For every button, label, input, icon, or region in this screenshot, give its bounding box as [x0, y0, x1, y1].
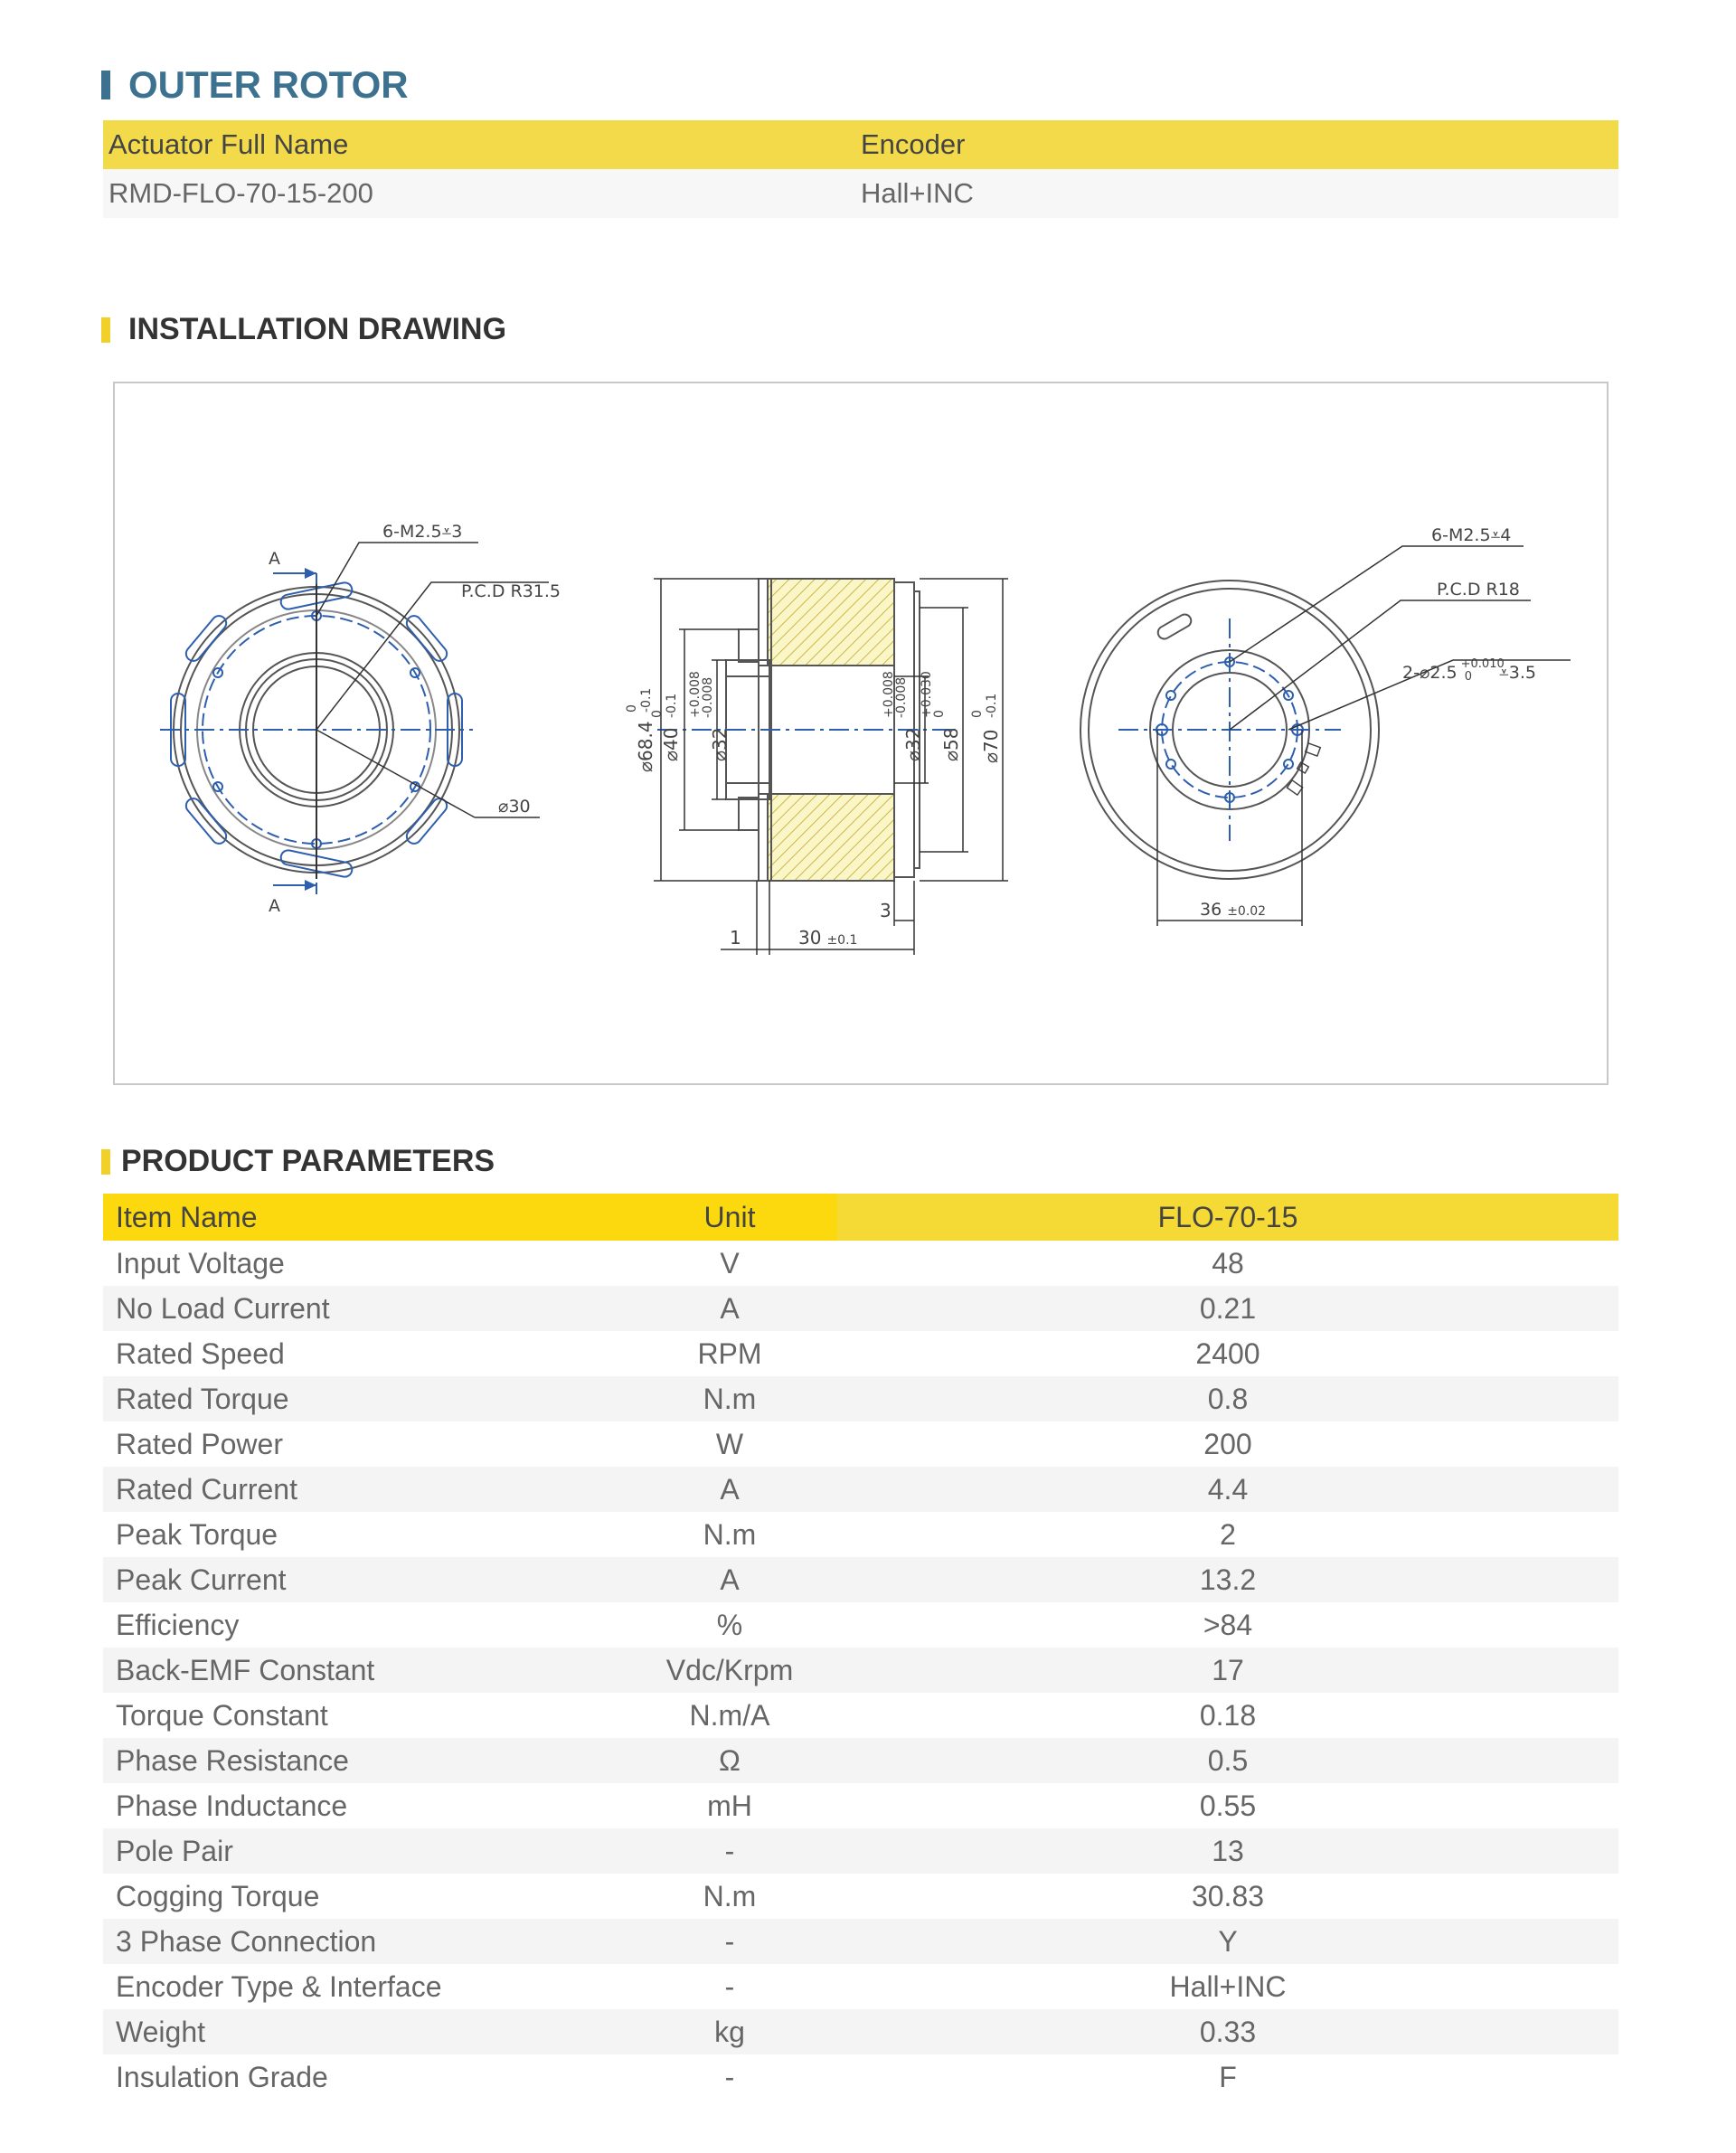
param-value: 2: [1220, 1517, 1236, 1551]
param-value: >84: [1203, 1608, 1253, 1641]
param-value: 0.55: [1199, 1789, 1257, 1822]
d58-label: ⌀58: [940, 727, 962, 761]
back-view: [1080, 546, 1571, 926]
table-row: [103, 2009, 1618, 2054]
table-row: [103, 1331, 1618, 1376]
param-unit: A: [720, 1472, 740, 1506]
param-name: No Load Current: [116, 1291, 330, 1325]
header-unit: Unit: [703, 1200, 756, 1233]
param-value: Hall+INC: [1169, 1969, 1287, 2003]
param-name: Phase Resistance: [116, 1743, 349, 1777]
svg-text:-0.008: -0.008: [894, 676, 909, 718]
param-name: Input Voltage: [116, 1246, 285, 1280]
param-name: Torque Constant: [116, 1698, 328, 1732]
d32-label-left: ⌀32: [709, 727, 731, 761]
installation-drawing-title-text: INSTALLATION DRAWING: [128, 312, 507, 346]
table-row: [103, 1421, 1618, 1467]
param-unit: mH: [707, 1789, 752, 1822]
back-pin-label: 2-⌀2.5 $^{+0.010}$ 0 ⩡3.5: [1402, 657, 1536, 684]
param-name: Rated Speed: [116, 1336, 285, 1370]
param-value: 48: [1212, 1246, 1244, 1280]
param-unit: N.m/A: [689, 1698, 770, 1732]
param-unit: A: [720, 1563, 740, 1596]
section-marker: [101, 71, 110, 99]
table-row: [103, 1964, 1618, 2009]
section-marker: [101, 317, 110, 343]
param-unit: %: [716, 1608, 743, 1641]
installation-drawing-title: [101, 312, 506, 347]
table-row: [103, 1557, 1618, 1602]
svg-text:0: 0: [625, 704, 639, 713]
param-value: 0.33: [1199, 2015, 1257, 2048]
param-unit: -: [724, 1924, 735, 1958]
table-row: [103, 1286, 1618, 1331]
table-row: [103, 1874, 1618, 1919]
front-hole-label: 6-M2.5⩡3: [382, 522, 463, 542]
section-marker: [101, 1149, 110, 1175]
table-row: [103, 2054, 1618, 2100]
param-value: 200: [1203, 1427, 1252, 1460]
param-unit: N.m: [703, 1517, 757, 1551]
param-value: Y: [1218, 1924, 1238, 1958]
d70-label: ⌀70: [980, 729, 1002, 763]
param-name: 3 Phase Connection: [116, 1924, 377, 1958]
table-row: [103, 1376, 1618, 1421]
param-value: F: [1219, 2060, 1237, 2093]
param-unit: -: [724, 1834, 735, 1867]
front-bore-label: ⌀30: [498, 797, 531, 817]
param-unit: N.m: [703, 1879, 757, 1912]
outer-rotor-title: [101, 63, 409, 107]
param-unit: Vdc/Krpm: [665, 1653, 794, 1686]
table-row: [103, 1738, 1618, 1783]
param-name: Pole Pair: [116, 1834, 233, 1867]
table-row: [103, 1919, 1618, 1964]
param-value: 2400: [1195, 1336, 1260, 1370]
param-name: Rated Power: [116, 1427, 283, 1460]
back-hole-label: 6-M2.5⩡4: [1431, 525, 1512, 545]
info-header-row: [103, 120, 1618, 169]
param-name: Weight: [116, 2015, 206, 2048]
param-unit: A: [720, 1291, 740, 1325]
svg-text:+0.030: +0.030: [920, 671, 934, 718]
product-parameters-table: [103, 1194, 1618, 2100]
header-model: FLO-70-15: [1157, 1200, 1298, 1233]
section-diameter-labels: [625, 671, 1002, 772]
param-unit: kg: [714, 2015, 745, 2048]
table-row: [103, 1602, 1618, 1648]
svg-text:0: 0: [650, 710, 665, 718]
param-name: Encoder Type & Interface: [116, 1969, 442, 2003]
param-name: Peak Current: [116, 1563, 287, 1596]
svg-text:-0.008: -0.008: [701, 676, 715, 718]
info-value-row: [103, 169, 1618, 218]
param-value: 0.8: [1207, 1382, 1249, 1415]
table-row: [103, 1512, 1618, 1557]
table-row: [103, 1241, 1618, 1286]
param-name: Rated Current: [116, 1472, 297, 1506]
param-unit: N.m: [703, 1382, 757, 1415]
param-name: Back-EMF Constant: [116, 1653, 375, 1686]
encoder-value: Hall+INC: [861, 177, 974, 209]
param-value: 13.2: [1199, 1563, 1257, 1596]
parameters-header-row: [103, 1194, 1618, 1241]
product-parameters-title: [101, 1144, 495, 1179]
param-name: Rated Torque: [116, 1382, 289, 1415]
product-parameters-title-text: PRODUCT PARAMETERS: [121, 1144, 495, 1178]
table-row: [103, 1693, 1618, 1738]
table-row: [103, 1828, 1618, 1874]
param-value: 0.21: [1199, 1291, 1257, 1325]
param-unit: W: [715, 1427, 744, 1460]
svg-text:0: 0: [932, 710, 947, 718]
param-unit: RPM: [697, 1336, 762, 1370]
section-view: [654, 579, 1008, 955]
param-unit: -: [724, 2060, 735, 2093]
actuator-full-name-value: RMD-FLO-70-15-200: [108, 177, 373, 209]
front-pcd-label: P.C.D R31.5: [461, 581, 561, 601]
param-unit: Ω: [719, 1743, 741, 1777]
length-3-label: 3: [880, 900, 892, 921]
param-name: Efficiency: [116, 1608, 240, 1641]
length-1-label: 1: [730, 927, 741, 949]
d32-label-right: ⌀32: [902, 727, 924, 761]
param-value: 30.83: [1191, 1879, 1265, 1912]
param-name: Insulation Grade: [116, 2060, 328, 2093]
svg-text:+0.008: +0.008: [882, 671, 896, 718]
param-value: 0.5: [1207, 1743, 1249, 1777]
length-30-label: 30 ±0.1: [798, 927, 858, 949]
width-36-label: 36 ±0.02: [1200, 900, 1267, 920]
param-name: Cogging Torque: [116, 1879, 320, 1912]
actuator-info-table: [103, 120, 1618, 218]
param-name: Phase Inductance: [116, 1789, 348, 1822]
param-unit: V: [720, 1246, 740, 1280]
d40-label: ⌀40: [660, 727, 682, 761]
header-actuator-full-name: Actuator Full Name: [108, 128, 349, 160]
svg-text:-0.1: -0.1: [639, 687, 654, 713]
header-item-name: Item Name: [116, 1200, 258, 1233]
installation-drawing: [113, 382, 1609, 1085]
parameters-body: [103, 1241, 1618, 2100]
table-row: [103, 1783, 1618, 1828]
svg-text:-0.1: -0.1: [665, 693, 679, 718]
back-pcd-label: P.C.D R18: [1437, 580, 1520, 600]
technical-drawing: [115, 383, 1610, 1087]
section-label-top: A: [269, 549, 280, 569]
table-row: [103, 1467, 1618, 1512]
param-value: 13: [1212, 1834, 1244, 1867]
outer-rotor-title-text: OUTER ROTOR: [128, 63, 409, 106]
param-value: 4.4: [1207, 1472, 1249, 1506]
param-unit: -: [724, 1969, 735, 2003]
param-value: 17: [1212, 1653, 1244, 1686]
d68-label: ⌀68.4: [635, 721, 656, 772]
section-label-bottom: A: [269, 896, 280, 916]
svg-text:+0.008: +0.008: [688, 671, 703, 718]
svg-text:-0.1: -0.1: [985, 693, 999, 718]
table-row: [103, 1648, 1618, 1693]
header-encoder: Encoder: [861, 128, 966, 160]
svg-text:0: 0: [970, 710, 985, 718]
param-value: 0.18: [1199, 1698, 1257, 1732]
param-name: Peak Torque: [116, 1517, 278, 1551]
